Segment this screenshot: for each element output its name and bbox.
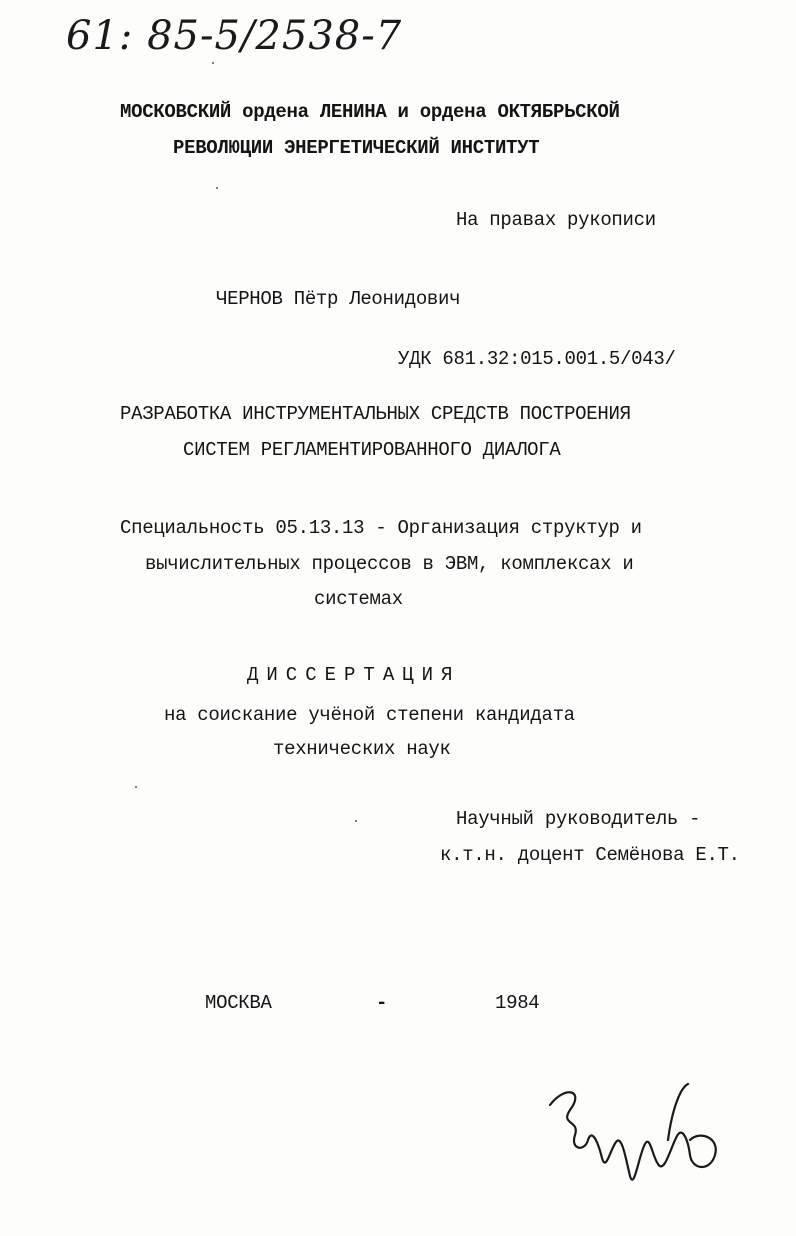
title-line-1: РАЗРАБОТКА ИНСТРУМЕНТАЛЬНЫХ СРЕДСТВ ПОСТРОЕНИЯ bbox=[120, 403, 631, 425]
dissertation-line-2: технических наук bbox=[273, 738, 451, 760]
catalog-number: 61: 85-5/2538-7 bbox=[66, 13, 403, 59]
dissertation-heading: ДИССЕРТАЦИЯ bbox=[247, 664, 461, 686]
title-line-2: СИСТЕМ РЕГЛАМЕНТИРОВАННОГО ДИАЛОГА bbox=[183, 439, 561, 461]
year: 1984 bbox=[495, 992, 540, 1014]
institution-line-2: РЕВОЛЮЦИИ ЭНЕРГЕТИЧЕСКИЙ ИНСТИТУТ bbox=[173, 137, 540, 159]
specialty-line-2: вычислительных процессов в ЭВМ, комплексах и bbox=[145, 553, 634, 575]
author-signature bbox=[540, 1080, 740, 1210]
city: МОСКВА bbox=[205, 992, 272, 1014]
paper-speck bbox=[216, 187, 218, 189]
paper-speck bbox=[355, 820, 357, 822]
specialty-line-1: Специальность 05.13.13 - Организация структур и bbox=[120, 517, 642, 539]
supervisor-label: Научный руководитель - bbox=[456, 808, 701, 830]
supervisor-name: к.т.н. доцент Семёнова Е.Т. bbox=[440, 844, 740, 866]
author-name: ЧЕРНОВ Пётр Леонидович bbox=[216, 288, 461, 310]
paper-speck bbox=[135, 786, 137, 788]
manuscript-rights: На правах рукописи bbox=[456, 209, 656, 231]
institution-line-1: МОСКОВСКИЙ ордена ЛЕНИНА и ордена ОКТЯБРЬСКОЙ bbox=[120, 101, 620, 123]
udc-code: УДК 681.32:015.001.5/043/ bbox=[398, 348, 676, 370]
specialty-line-3: системах bbox=[314, 588, 403, 610]
dissertation-line-1: на соискание учёной степени кандидата bbox=[164, 704, 575, 726]
paper-speck bbox=[212, 62, 214, 64]
city-year-dash: - bbox=[376, 992, 388, 1014]
